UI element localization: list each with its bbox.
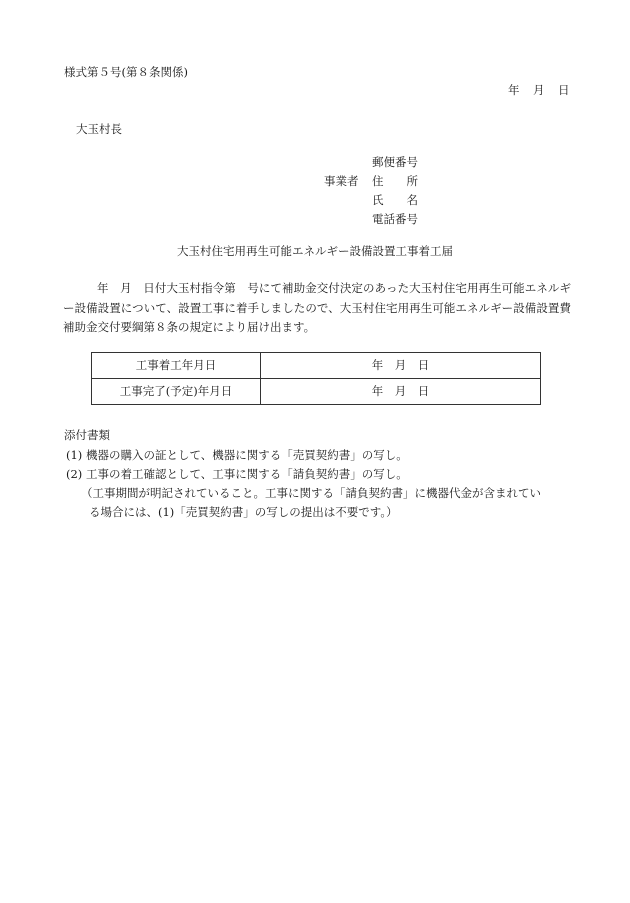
- attachment-note-line-2: る場合には、(1)「売買契約書」の写しの提出は不要です。）: [89, 505, 398, 519]
- document-title: 大玉村住宅用再生可能エネルギー設備設置工事着工届: [177, 244, 453, 258]
- name-label: 氏 名: [372, 193, 418, 207]
- applicant-block: [324, 155, 432, 231]
- body-paragraph: 年 月 日付大玉村指令第 号にて補助金交付決定のあった大玉村住宅用再生可能エネルギー設備設置について、設置工事に着手しましたので、大玉村住宅用再生可能エネルギー設備設置費補助金交付要綱第８条の規定により届け出ます。: [63, 281, 571, 334]
- postal-code-label: 郵便番号: [372, 155, 418, 169]
- start-date-value: 年 月 日: [261, 353, 541, 379]
- form-number: 様式第５号(第８条関係): [64, 65, 188, 79]
- completion-date-label: 工事完了(予定)年月日: [92, 379, 261, 405]
- table-row: [92, 379, 541, 405]
- construction-dates-table: [91, 352, 541, 405]
- phone-label: 電話番号: [372, 212, 418, 226]
- business-operator-label: 事業者: [324, 174, 359, 188]
- attachment-item-2: (2) 工事の着工確認として、工事に関する「請負契約書」の写し。: [66, 467, 408, 481]
- attachment-note: [66, 484, 576, 522]
- addressee: 大玉村長: [76, 122, 122, 136]
- attachments-list: [66, 446, 576, 522]
- attachments-heading: 添付書類: [64, 428, 110, 442]
- attachment-item-1: (1) 機器の購入の証として、機器に関する「売買契約書」の写し。: [66, 448, 408, 462]
- table-row: [92, 353, 541, 379]
- address-label: 住 所: [372, 174, 418, 188]
- submission-date: 年 月 日: [508, 83, 571, 97]
- attachment-note-line-1: （工事期間が明記されていること。工事に関する「請負契約書」に機器代金が含まれてい: [81, 486, 541, 500]
- start-date-label: 工事着工年月日: [92, 353, 261, 379]
- completion-date-value: 年 月 日: [261, 379, 541, 405]
